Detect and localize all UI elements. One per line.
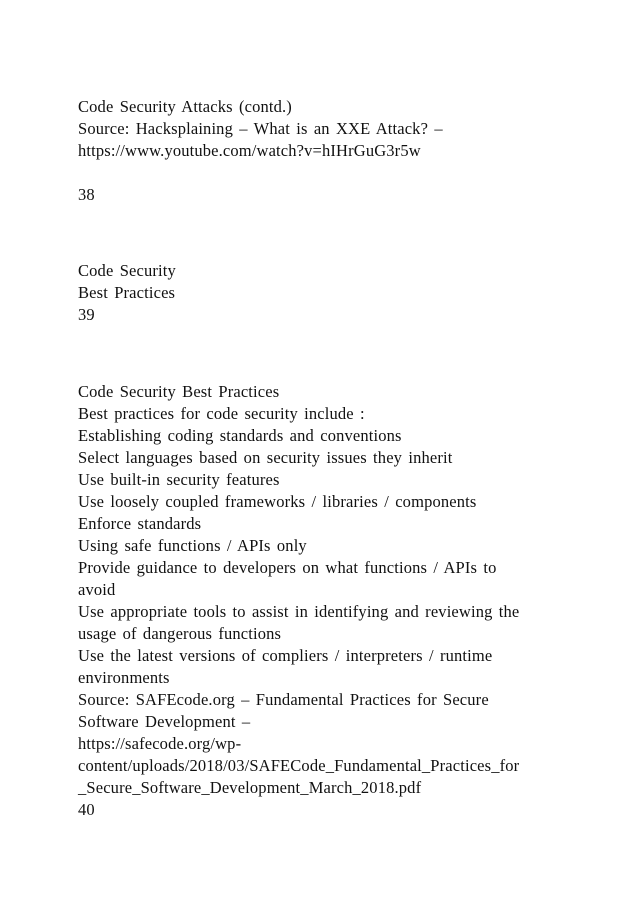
list-item: Select languages based on security issues they inherit (78, 448, 453, 467)
page-number: 40 (78, 800, 95, 819)
list-item: Provide guidance to developers on what functions / APIs to (78, 558, 497, 577)
list-item: avoid (78, 580, 116, 599)
source-text: Software Development – (78, 712, 251, 731)
page-number: 38 (78, 185, 95, 204)
list-item: Use appropriate tools to assist in identifying and reviewing the (78, 602, 520, 621)
list-item: environments (78, 668, 170, 687)
source-text: Source: Hacksplaining – What is an XXE Attack? – (78, 119, 443, 138)
section-heading: Code Security Best Practices (78, 382, 280, 401)
source-text: Source: SAFEcode.org – Fundamental Practices for Secure (78, 690, 489, 709)
source-url: https://safecode.org/wp- (78, 734, 242, 753)
section-heading: Code Security Attacks (contd.) (78, 97, 292, 116)
list-item: Use built-in security features (78, 470, 280, 489)
section-title: Best Practices (78, 283, 176, 302)
source-url: content/uploads/2018/03/SAFECode_Fundamental_Practices_for (78, 756, 520, 775)
source-url: https://www.youtube.com/watch?v=hIHrGuG3r5w (78, 141, 421, 160)
page-number: 39 (78, 305, 95, 324)
list-item: Enforce standards (78, 514, 202, 533)
intro-text: Best practices for code security include : (78, 404, 365, 423)
list-item: Use the latest versions of compliers / interpreters / runtime (78, 646, 493, 665)
list-item: Using safe functions / APIs only (78, 536, 307, 555)
list-item: Use loosely coupled frameworks / libraries / components (78, 492, 477, 511)
list-item: usage of dangerous functions (78, 624, 282, 643)
source-url: _Secure_Software_Development_March_2018.pdf (78, 778, 422, 797)
section-title: Code Security (78, 261, 176, 280)
list-item: Establishing coding standards and conventions (78, 426, 402, 445)
